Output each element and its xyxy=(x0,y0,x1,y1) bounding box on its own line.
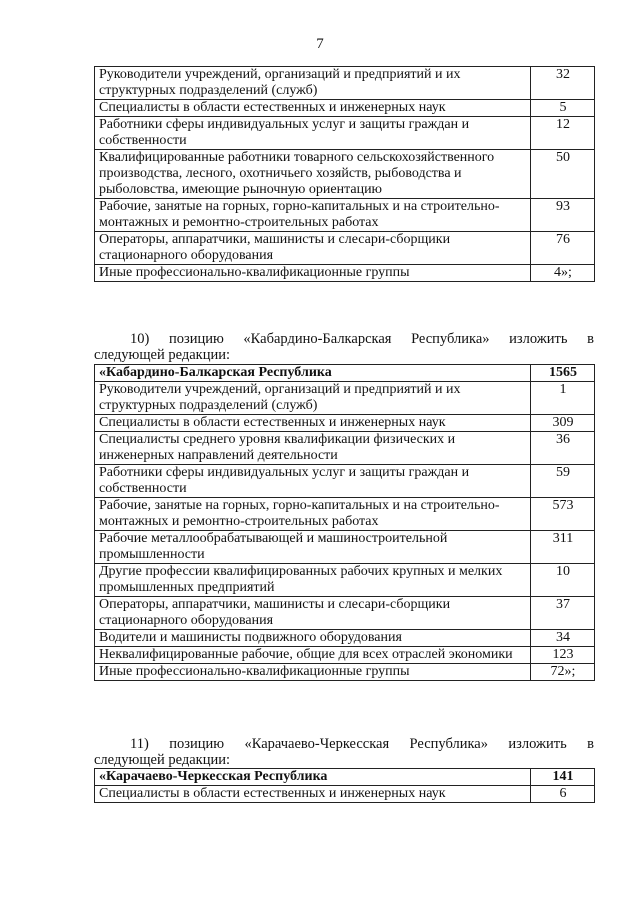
paragraph-word: «Карачаево-Черкесская xyxy=(244,736,390,752)
paragraph-word: в xyxy=(587,736,594,752)
table-row xyxy=(95,199,595,232)
occupation-table-kabardino-balkaria xyxy=(94,364,595,681)
occupation-group-label: Рабочие, занятые на горных, горно-капитальных и на строительно-монтажных и ремонтно-строительных работах xyxy=(95,199,531,232)
occupation-group-label: Другие профессии квалифицированных рабочих крупных и мелких промышленных предприятий xyxy=(95,564,531,597)
table-body xyxy=(95,382,595,681)
occupation-group-count: 36 xyxy=(531,432,595,465)
table-row xyxy=(95,630,595,647)
table-row xyxy=(95,415,595,432)
table-row xyxy=(95,265,595,282)
amendment-paragraph-11 xyxy=(94,736,594,768)
occupation-group-label: Специалисты в области естественных и инженерных наук xyxy=(95,786,531,803)
occupation-group-label: Иные профессионально-квалификационные группы xyxy=(95,664,531,681)
table-row xyxy=(95,498,595,531)
paragraph-word: «Кабардино-Балкарская xyxy=(243,331,392,347)
table-row xyxy=(95,465,595,498)
item-number: 11) xyxy=(130,736,149,752)
item-number: 10) xyxy=(130,331,150,347)
table-row xyxy=(95,67,595,100)
table-row xyxy=(95,531,595,564)
page-number: 7 xyxy=(316,36,324,52)
occupation-group-count: 309 xyxy=(531,415,595,432)
region-total: 141 xyxy=(531,769,595,786)
paragraph-word: в xyxy=(587,331,594,347)
occupation-group-count: 59 xyxy=(531,465,595,498)
occupation-group-label: Неквалифицированные рабочие, общие для всех отраслей экономики xyxy=(95,647,531,664)
table-row xyxy=(95,232,595,265)
occupation-group-count: 10 xyxy=(531,564,595,597)
occupation-group-count: 12 xyxy=(531,117,595,150)
occupation-group-count: 5 xyxy=(531,100,595,117)
table-row xyxy=(95,382,595,415)
occupation-group-label: Специалисты в области естественных и инженерных наук xyxy=(95,100,531,117)
occupation-group-count: 93 xyxy=(531,199,595,232)
occupation-group-label: Работники сферы индивидуальных услуг и защиты граждан и собственности xyxy=(95,117,531,150)
paragraph-word: позицию xyxy=(169,736,225,752)
occupation-group-label: Иные профессионально-квалификационные группы xyxy=(95,265,531,282)
occupation-group-count: 76 xyxy=(531,232,595,265)
table-body xyxy=(95,67,595,282)
occupation-table-karachay-cherkessia xyxy=(94,768,595,803)
table-row xyxy=(95,664,595,681)
occupation-group-label: Руководители учреждений, организаций и предприятий и их структурных подразделений (служб) xyxy=(95,382,531,415)
occupation-group-count: 4»; xyxy=(531,265,595,282)
occupation-group-count: 37 xyxy=(531,597,595,630)
table-row xyxy=(95,117,595,150)
occupation-group-label: Специалисты в области естественных и инженерных наук xyxy=(95,415,531,432)
table-row xyxy=(95,786,595,803)
occupation-table-previous-region xyxy=(94,66,595,282)
paragraph-word: Республика» xyxy=(409,736,488,752)
region-name: «Карачаево-Черкесская Республика xyxy=(95,769,531,786)
paragraph-second-line: следующей редакции: xyxy=(94,347,231,363)
occupation-group-label: Операторы, аппаратчики, машинисты и слесари-сборщики стационарного оборудования xyxy=(95,597,531,630)
table-header-row xyxy=(95,365,595,382)
paragraph-word: изложить xyxy=(509,331,568,347)
occupation-group-count: 1 xyxy=(531,382,595,415)
occupation-group-count: 50 xyxy=(531,150,595,199)
occupation-group-label: Руководители учреждений, организаций и предприятий и их структурных подразделений (служб) xyxy=(95,67,531,100)
paragraph-word: Республика» xyxy=(411,331,490,347)
table-row xyxy=(95,647,595,664)
occupation-group-count: 6 xyxy=(531,786,595,803)
occupation-group-label: Рабочие металлообрабатывающей и машиностроительной промышленности xyxy=(95,531,531,564)
occupation-group-count: 123 xyxy=(531,647,595,664)
table-header-row xyxy=(95,769,595,786)
occupation-group-count: 72»; xyxy=(531,664,595,681)
table-row xyxy=(95,432,595,465)
occupation-group-count: 311 xyxy=(531,531,595,564)
table-row xyxy=(95,150,595,199)
paragraph-word: изложить xyxy=(508,736,567,752)
table-row xyxy=(95,100,595,117)
region-name: «Кабардино-Балкарская Республика xyxy=(95,365,531,382)
paragraph-word: позицию xyxy=(168,331,224,347)
occupation-group-count: 32 xyxy=(531,67,595,100)
paragraph-second-line: следующей редакции: xyxy=(94,752,231,768)
occupation-group-count: 573 xyxy=(531,498,595,531)
occupation-group-label: Квалифицированные работники товарного сельскохозяйственного производства, лесного, охотничьего хозяйств, рыбоводства и рыболовства, имеющие рыночную ориентацию xyxy=(95,150,531,199)
amendment-paragraph-10 xyxy=(94,331,594,363)
table-body xyxy=(95,786,595,803)
occupation-group-label: Водители и машинисты подвижного оборудования xyxy=(95,630,531,647)
paragraph-first-line xyxy=(94,736,594,752)
occupation-group-label: Работники сферы индивидуальных услуг и защиты граждан и собственности xyxy=(95,465,531,498)
table-row xyxy=(95,564,595,597)
occupation-group-label: Рабочие, занятые на горных, горно-капитальных и на строительно-монтажных и ремонтно-строительных работах xyxy=(95,498,531,531)
table-row xyxy=(95,597,595,630)
region-total: 1565 xyxy=(531,365,595,382)
occupation-group-label: Специалисты среднего уровня квалификации физических и инженерных направлений деятельности xyxy=(95,432,531,465)
paragraph-first-line xyxy=(94,331,594,347)
occupation-group-label: Операторы, аппаратчики, машинисты и слесари-сборщики стационарного оборудования xyxy=(95,232,531,265)
occupation-group-count: 34 xyxy=(531,630,595,647)
